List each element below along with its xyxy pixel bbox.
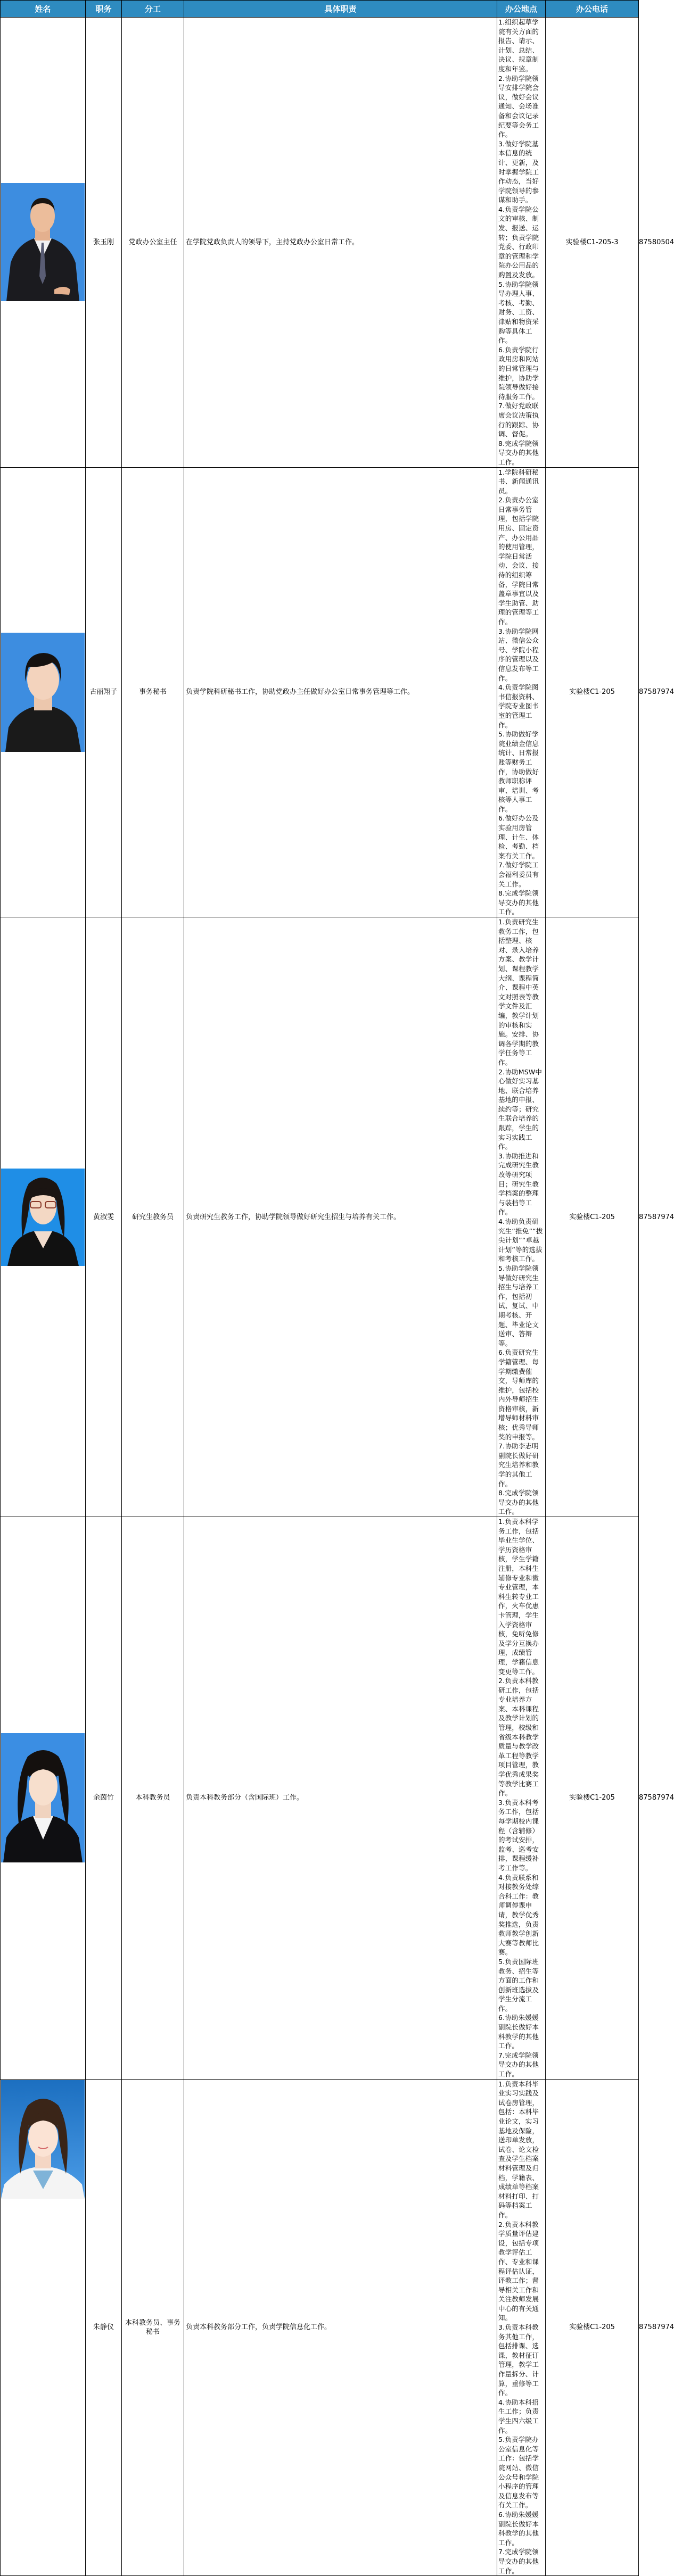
duty-item: 6.协助朱媛媛副院长做好本科教学的其他工作。 — [498, 2014, 539, 2050]
portrait-photo-icon — [1, 1733, 85, 1862]
position-cell: 研究生教务员 — [122, 917, 184, 1517]
duty-item: 2.负责办公室日常事务管理，包括学院用房、固定资产、办公用品的使用管理，学院日常活动、会议、接待的组织筹备，学院日常盖章事宜以及学生助管、助理的管理等工作。 — [498, 496, 539, 626]
duty-item: 7.协助李志明副院长做好研究生培养和教学的其他工作。 — [498, 1442, 539, 1488]
header-division: 分工 — [122, 1, 184, 18]
duty-item: 8.完成学院领导交办的其他工作。 — [498, 889, 539, 916]
location-cell: 实验楼C1-205 — [546, 2079, 639, 2575]
location-cell: 实验楼C1-205 — [546, 467, 639, 917]
duty-item: 6.做好办公及实验用房管理、计生、体检、考勤、档案有关工作。 — [498, 814, 539, 860]
header-position: 职务 — [86, 1, 122, 18]
duty-item: 7.完成学院领导交办的其他工作。 — [498, 2548, 539, 2575]
duties-cell — [497, 1517, 546, 2080]
name-cell: 黄淑雯 — [86, 917, 122, 1517]
photo-cell — [1, 467, 86, 917]
division-cell: 负责研究生教务工作，协助学院领导做好研究生招生与培养有关工作。 — [184, 917, 497, 1517]
duty-item: 1.负责本科毕业实习实践及试卷房管理，包括：本科毕业论文，实习基地及保险，送印单发放，试卷、论文检查及学生档案材料管理及归档，学籍表、成绩单等档案材料打印、打码等档案工作。 — [498, 2080, 539, 2219]
position-cell: 本科教务员 — [122, 1517, 184, 2080]
duty-item: 2.负责本科教学质量评估建设，包括专项教学评估工作、专业和课程评估认证，评教工作；督导相关工作和关注教师发展中心的有关通知。 — [498, 2220, 539, 2322]
duty-item: 5.负责国际班教务、招生等方面的工作和创新班选拔及学生分流工作。 — [498, 1957, 539, 2012]
table-row: 黄淑雯 研究生教务员 负责研究生教务工作，协助学院领导做好研究生招生与培养有关工作。 1.负责研究生教务工作，包括整理、核对、录入培养方案、教学计划、课程教学大纲、课程简介、课程中英文对照表等教学文件及汇编，教学计划的审核和实施。安排、协调各学期的教学任务等工作。 2.协助MSW中心做好实习基地、联合培养基地的申报、续约等；研究生联合培养的跟踪，学生的实习实践工作。 3.协助推进和完成研究生教改等研究项目；研究生教学档案的整理与装档等工作。 4.协助负责研究生“推免”“拔尖计划”“卓越计划”等的选拔和考核工作。 5.协助学院领导做好研究生招生与培养工作，包括初试、复试、中期考核、开题、毕业论文送审、答辩等。 6.负责研究生学籍管理、每学期缴费催交，导师库的维护，包括校内外导师招生资格审核，新增导师材料审核；优秀导师奖的申报等。 7.协助李志明副院长做好研究生培养和教学的其他工作。 8.完成学院领导交办的其他工作。 实验楼C1-205 87587974 — [1, 917, 639, 1517]
duty-item: 4.负责联系和对接教务处综合科工作：教师调停课申请，教学优秀奖推选，负责教师教学创新大赛等教师比赛。 — [498, 1873, 539, 1957]
header-location: 办公地点 — [497, 1, 546, 18]
duties-cell — [497, 18, 546, 468]
division-cell: 负责本科教务部分（含国际班）工作。 — [184, 1517, 497, 2080]
duty-item: 1.负责研究生教务工作，包括整理、核对、录入培养方案、教学计划、课程教学大纲、课程简介、课程中英文对照表等教学文件及汇编，教学计划的审核和实施。安排、协调各学期的教学任务等工作。 — [498, 918, 539, 1066]
portrait-photo-icon — [1, 1169, 85, 1266]
photo-cell — [1, 1517, 86, 2080]
name-cell: 余茵竹 — [86, 1517, 122, 2080]
duty-item: 5.负责学院办公室信息化等工作：包括学院网站、微信公众号和学院小程序的管理及信息发布等有关工作。 — [498, 2436, 539, 2509]
division-cell: 负责学院科研秘书工作，协助党政办主任做好办公室日常事务管理等工作。 — [184, 467, 497, 917]
duty-item: 3.协助推进和完成研究生教改等研究项目；研究生教学档案的整理与装档等工作。 — [498, 1152, 539, 1216]
division-cell: 在学院党政负责人的领导下，主持党政办公室日常工作。 — [184, 18, 497, 468]
position-cell: 事务秘书 — [122, 467, 184, 917]
portrait-photo-icon — [1, 2080, 85, 2199]
duties-cell — [497, 2079, 546, 2575]
photo-cell — [1, 2079, 86, 2575]
duty-item: 8.完成学院领导交办的其他工作。 — [498, 439, 539, 466]
duty-item: 5.协助学院领导办理人事、考核、考勤、财务、工资、津贴和物资采购等具体工作。 — [498, 280, 539, 345]
duty-item: 1.组织起草学院有关方面的报告、请示、计划、总结、决议、规章制度和年鉴。 — [498, 18, 539, 73]
location-cell: 实验楼C1-205 — [546, 917, 639, 1517]
table-row: 朱静仪 本科教务员、事务秘书 负责本科教务部分工作，负责学院信息化工作。 1.负责本科毕业实习实践及试卷房管理，包括：本科毕业论文，实习基地及保险，送印单发放，试卷、论文检查及学生档案材料管理及归档，学籍表、成绩单等档案材料打印、打码等档案工作。 2.负责本科教学质量评估建设，包括专项教学评估工作、专业和课程评估认证，评教工作；督导相关工作和关注教师发展中心的有关通知。 3.负责本科教务其他工作，包括排课、选课，教材征订管理，教学工作量拆分、计算，重修等工作。 4.协助本科招生工作；负责学生四六级工作。 5.负责学院办公室信息化等工作：包括学院网站、微信公众号和学院小程序的管理及信息发布等有关工作。 6.协助朱媛媛副院长做好本科教学的其他工作。 7.完成学院领导交办的其他工作。 实验楼C1-205 87587974 — [1, 2079, 639, 2575]
duty-item: 2.协助MSW中心做好实习基地、联合培养基地的申报、续约等；研究生联合培养的跟踪，学生的实习实践工作。 — [498, 1067, 543, 1151]
duties-cell — [497, 917, 546, 1517]
duty-item: 7.做好党政联席会议决策执行的跟踪、协调、督促。 — [498, 402, 539, 438]
header-name: 姓名 — [1, 1, 86, 18]
header-phone: 办公电话 — [546, 1, 639, 18]
header-row — [1, 1, 639, 18]
duty-item: 7.做好学院工会福利委员有关工作。 — [498, 861, 539, 888]
photo-cell — [1, 18, 86, 468]
name-cell: 张玉刚 — [86, 18, 122, 468]
duty-item: 2.协助学院领导安排学院会议，做好会议通知、会场准备和会议记录纪要等会务工作。 — [498, 74, 539, 139]
duty-item: 3.做好学院基本信息的统计、更新，及时掌握学院工作动态，当好学院领导的参谋和助手。 — [498, 139, 539, 204]
duty-item: 2.负责本科教研工作，包括专业培养方案、本科课程及教学计划的管理，校级和省级本科教学质量与教学改革工程等教学项目管理，教学优秀成果奖等教学比赛工作。 — [498, 1677, 539, 1798]
portrait-photo-icon — [1, 633, 85, 752]
duty-item: 1.负责本科学务工作，包括毕业生学位、学历资格审核，学生学籍注册，本科生辅修专业和微专业管理，本科生转专业工作，火车优惠卡管理，学生入学资格审核，免听免修及学分互换办理，成绩管理，学籍信息变更等工作。 — [498, 1518, 539, 1676]
duty-item: 4.负责学院图书信报资料、学院专业图书室的管理工作。 — [498, 683, 539, 729]
photo-cell — [1, 917, 86, 1517]
portrait-photo-icon — [1, 183, 85, 301]
name-cell: 朱静仪 — [86, 2079, 122, 2575]
duty-item: 5.协助学院领导做好研究生招生与培养工作，包括初试、复试、中期考核、开题、毕业论文送审、答辩等。 — [498, 1264, 539, 1347]
duty-item: 3.负责本科考务工作，包括每学期校内课程（含辅修）的考试安排，监考、巡考安排，课程缓补考工作等。 — [498, 1798, 539, 1872]
duty-item: 3.协助学院网站、微信公众号、学院小程序的管理以及信息发布等工作。 — [498, 627, 539, 682]
table-row: 张玉刚 党政办公室主任 在学院党政负责人的领导下，主持党政办公室日常工作。 1.组织起草学院有关方面的报告、请示、计划、总结、决议、规章制度和年鉴。 2.协助学院领导安排学院会议，做好会议通知、会场准备和会议记录纪要等会务工作。 3.做好学院基本信息的统计、更新，及时掌握学院工作动态，当好学院领导的参谋和助手。 4.负责学院公文的审核、制发、报送、运转；负责学院党委、行政印章的管理和学院办公用品的购置及发放。 5.协助学院领导办理人事、考核、考勤、财务、工资、津贴和物资采购等具体工作。 6.负责学院行政用房和网站的日常管理与维护，协助学院领导做好接待服务工作。 7.做好党政联席会议决策执行的跟踪、协调、督促。 8.完成学院领导交办的其他工作。 实验楼C1-205-3 87580504 — [1, 18, 639, 468]
division-cell: 负责本科教务部分工作，负责学院信息化工作。 — [184, 2079, 497, 2575]
position-cell: 党政办公室主任 — [122, 18, 184, 468]
duty-item: 6.负责学院行政用房和网站的日常管理与维护，协助学院领导做好接待服务工作。 — [498, 345, 539, 401]
duty-item: 6.协助朱媛媛副院长做好本科教学的其他工作。 — [498, 2510, 539, 2547]
duty-item: 8.完成学院领导交办的其他工作。 — [498, 1489, 539, 1516]
table-row: 余茵竹 本科教务员 负责本科教务部分（含国际班）工作。 1.负责本科学务工作，包括毕业生学位、学历资格审核，学生学籍注册，本科生辅修专业和微专业管理，本科生转专业工作，火车优惠卡管理，学生入学资格审核，免听免修及学分互换办理，成绩管理，学籍信息变更等工作。 2.负责本科教研工作，包括专业培养方案、本科课程及教学计划的管理，校级和省级本科教学质量与教学改革工程等教学项目管理，教学优秀成果奖等教学比赛工作。 3.负责本科考务工作，包括每学期校内课程（含辅修）的考试安排，监考、巡考安排，课程缓补考工作等。 4.负责联系和对接教务处综合科工作：教师调停课申请，教学优秀奖推选，负责教师教学创新大赛等教师比赛。 5.负责国际班教务、招生等方面的工作和创新班选拔及学生分流工作。 6.协助朱媛媛副院长做好本科教学的其他工作。 7.完成学院领导交办的其他工作。 实验楼C1-205 87587974 — [1, 1517, 639, 2080]
duty-item: 7.完成学院领导交办的其他工作。 — [498, 2051, 539, 2078]
location-cell: 实验楼C1-205-3 — [546, 18, 639, 468]
name-cell: 古丽翔子 — [86, 467, 122, 917]
position-cell: 本科教务员、事务秘书 — [122, 2079, 184, 2575]
duty-item: 4.协助本科招生工作；负责学生四六级工作。 — [498, 2398, 539, 2434]
duty-item: 5.协助做好学院业绩金信息统计、日常报账等财务工作，协助做好教师职称评审、培训、考核等人事工作。 — [498, 730, 539, 813]
duty-item: 4.协助负责研究生“推免”“拔尖计划”“卓越计划”等的选拔和考核工作。 — [498, 1217, 543, 1263]
header-duties: 具体职责 — [184, 1, 497, 18]
location-cell: 实验楼C1-205 — [546, 1517, 639, 2080]
duties-cell — [497, 467, 546, 917]
duty-item: 3.负责本科教务其他工作，包括排课、选课，教材征订管理，教学工作量拆分、计算，重修等工作。 — [498, 2323, 539, 2397]
duty-item: 1.学院科研秘书、新闻通讯员。 — [498, 468, 539, 495]
duty-item: 4.负责学院公文的审核、制发、报送、运转；负责学院党委、行政印章的管理和学院办公用品的购置及发放。 — [498, 205, 539, 279]
table-row: 古丽翔子 事务秘书 负责学院科研秘书工作，协助党政办主任做好办公室日常事务管理等工作。 1.学院科研秘书、新闻通讯员。 2.负责办公室日常事务管理，包括学院用房、固定资产、办公用品的使用管理，学院日常活动、会议、接待的组织筹备，学院日常盖章事宜以及学生助管、助理的管理等工作。 3.协助学院网站、微信公众号、学院小程序的管理以及信息发布等工作。 4.负责学院图书信报资料、学院专业图书室的管理工作。 5.协助做好学院业绩金信息统计、日常报账等财务工作，协助做好教师职称评审、培训、考核等人事工作。 6.做好办公及实验用房管理、计生、体检、考勤、档案有关工作。 7.做好学院工会福利委员有关工作。 8.完成学院领导交办的其他工作。 实验楼C1-205 87587974 — [1, 467, 639, 917]
duty-item: 6.负责研究生学籍管理、每学期缴费催交，导师库的维护，包括校内外导师招生资格审核，新增导师材料审核；优秀导师奖的申报等。 — [498, 1348, 539, 1441]
